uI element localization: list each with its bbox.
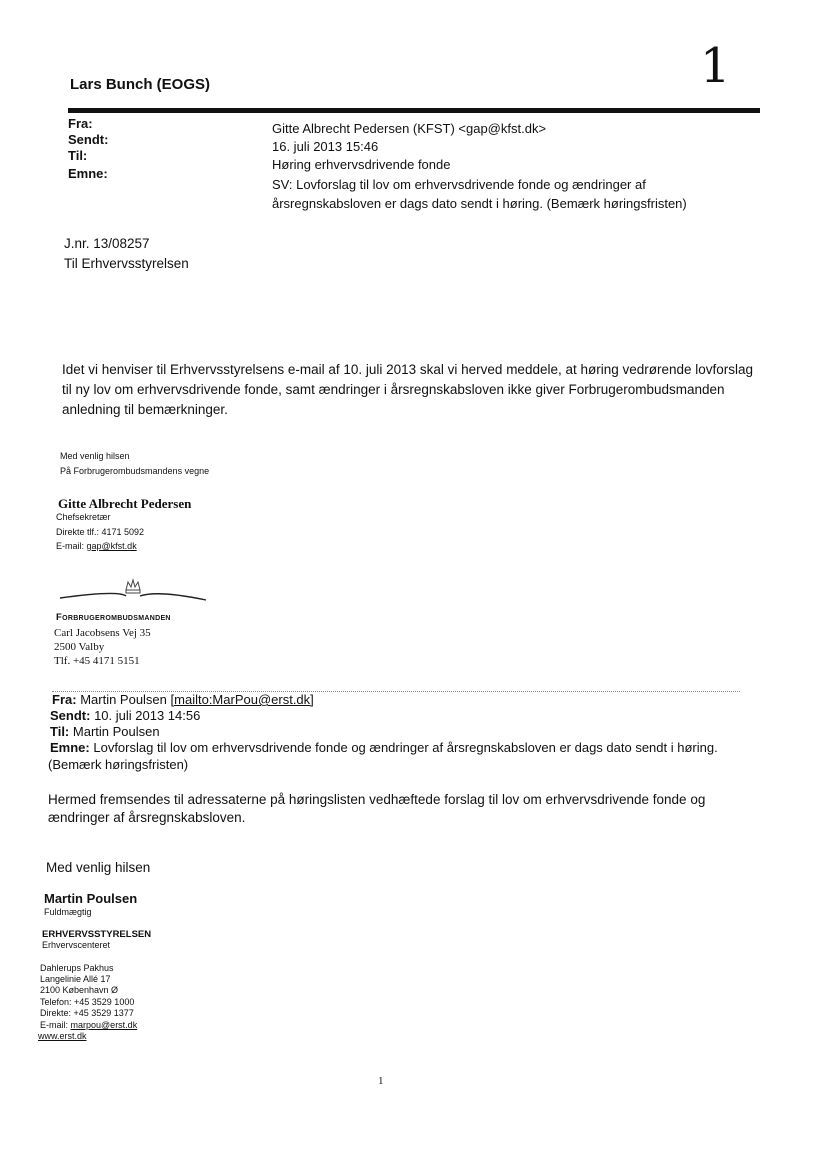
subject-value-line2: årsregnskabsloven er dags dato sendt i høring. (Bemærk høringsfristen) [272,196,687,211]
fwd-signature-name: Martin Poulsen [44,891,138,906]
fwd-website-link[interactable]: www.erst.dk [38,1031,87,1041]
fwd-subject-label: Emne: [50,740,90,755]
fwd-to-row [50,724,160,739]
header-divider [68,108,760,113]
fwd-address-line2: Langelinie Allé 17 [40,974,111,984]
sent-label: Sendt: [68,132,109,147]
to-label: Til: [68,148,88,163]
fwd-sent-label: Sendt: [50,708,91,723]
from-value: Gitte Albrecht Pedersen (KFST) <gap@kfst.dk> [272,121,547,136]
journal-number: J.nr. 13/08257 [64,236,150,251]
fwd-sent-row [50,708,200,723]
reply-signature-phone: Direkte tlf.: 4171 5092 [56,527,145,537]
reply-signature-name: Gitte Albrecht Pedersen [58,496,192,511]
sent-value: 16. juli 2013 15:46 [272,139,379,154]
fwd-email-row [40,1020,137,1030]
forbrugerombudsmanden-name: Forbrugerombudsmanden [56,612,171,623]
fwd-from-value: Martin Poulsen [80,692,167,707]
fwd-to-value: Martin Poulsen [72,724,160,739]
fwd-subject-value-line1: Lovforslag til lov om erhvervsdrivende fonde og ændringer af årsregnskabsloven er dags dato sendt i høring. [93,740,718,755]
fwd-direkte: Direkte: +45 3529 1377 [40,1008,134,1018]
reply-phone: Tlf. +45 4171 5151 [54,655,140,667]
footer-page-number: 1 [378,1075,384,1087]
erhvervsstyrelsen-dept: Erhvervscenteret [42,940,111,950]
reply-email-label: E-mail: [56,541,85,551]
reply-signature-title: Chefsekretær [56,512,111,522]
fwd-email-link[interactable]: marpou@erst.dk [70,1020,138,1030]
fwd-body-line1: Hermed fremsendes til adressaterne på høringslisten vedhæftede forslag til lov om erhvervsdrivende fonde og [48,792,706,807]
reply-body-line2: til ny lov om erhvervsdrivende fonde, samt ændringer i årsregnskabsloven ikke giver Forbrugerombudsmanden [62,382,725,397]
fwd-from-row [52,692,314,707]
handwritten-page-number: 1 [700,38,731,94]
subject-value-line1: SV: Lovforslag til lov om erhvervsdrivende fonde og ændringer af [272,177,646,192]
fwd-subject-row [50,740,718,755]
to-value: Høring erhvervsdrivende fonde [272,157,451,172]
subject-label: Emne: [68,166,108,181]
erhvervsstyrelsen-name: ERHVERVSSTYRELSEN [42,929,152,940]
reply-address-line2: 2500 Valby [54,641,105,653]
fwd-from-mailto-link[interactable]: [mailto:MarPou@erst.dk] [170,692,314,707]
fwd-address-line3: 2100 København Ø [40,985,119,995]
reply-greeting: Med venlig hilsen [60,451,130,461]
reply-body-line1: Idet vi henviser til Erhvervsstyrelsens e-mail af 10. juli 2013 skal vi herved meddele, at høring vedrørende lovforslag [62,362,754,377]
fwd-address-line1: Dahlerups Pakhus [40,963,114,973]
reply-body-line3: anledning til bemærkninger. [62,402,228,417]
reply-address-line1: Carl Jacobsens Vej 35 [54,627,151,639]
fwd-signature-title: Fuldmægtig [44,907,92,917]
fwd-greeting: Med venlig hilsen [46,860,151,875]
fwd-to-label: Til: [50,724,70,739]
fwd-body-line2: ændringer af årsregnskabsloven. [48,810,246,825]
crown-logo-icon [58,576,208,616]
sender-header: Lars Bunch (EOGS) [70,76,211,93]
fwd-telefon: Telefon: +45 3529 1000 [40,997,135,1007]
fwd-email-label: E-mail: [40,1020,69,1030]
reply-on-behalf: På Forbrugerombudsmandens vegne [60,466,210,476]
reply-signature-email-row [56,541,137,551]
from-label: Fra: [68,116,93,131]
fwd-subject-value-line2: (Bemærk høringsfristen) [48,757,189,772]
fwd-from-label: Fra: [52,692,77,707]
fwd-sent-value: 10. juli 2013 14:56 [94,708,201,723]
reply-email-link[interactable]: gap@kfst.dk [86,541,137,551]
reply-recipient: Til Erhvervsstyrelsen [64,256,189,271]
